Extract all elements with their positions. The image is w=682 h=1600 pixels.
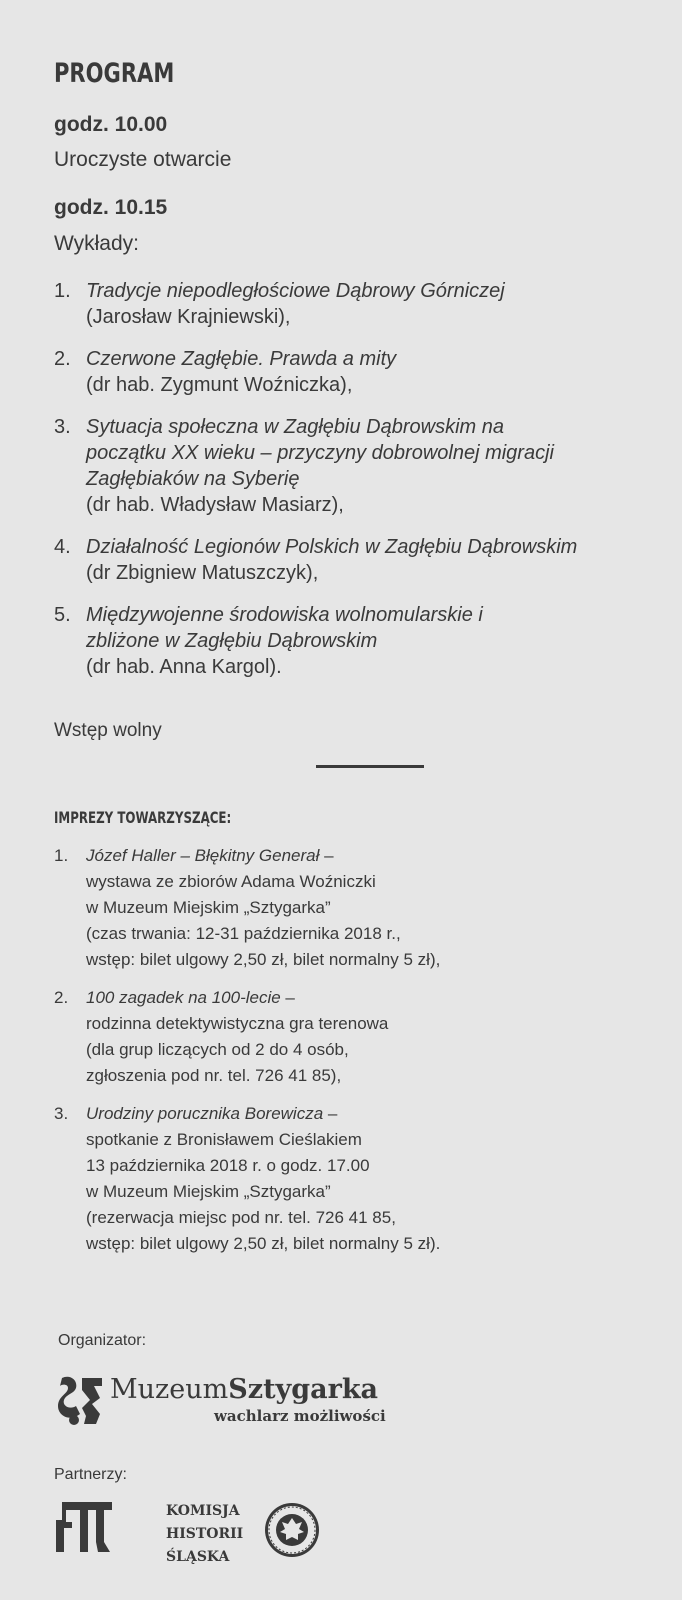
lecture-title: Czerwone Zagłębie. Prawda a mity	[86, 348, 397, 370]
slot-2-label: Wykłady:	[54, 232, 139, 255]
logo-tagline: wachlarz możliwości	[214, 1407, 386, 1425]
event-item	[54, 1101, 674, 1257]
event-detail: w Muzeum Miejskim „Sztygarka”	[86, 1182, 331, 1201]
event-number: 2.	[54, 988, 69, 1007]
lecture-title: Międzywojenne środowiska wolnomularskie i zbliżone w Zagłębiu Dąbrowskim	[86, 604, 483, 652]
event-detail: (dla grup liczących od 2 do 4 osób,	[86, 1040, 349, 1059]
event-title-dash: –	[280, 988, 295, 1007]
event-title-dash: –	[319, 846, 334, 865]
event-item	[54, 985, 674, 1089]
event-title: Urodziny porucznika Borewicza	[86, 1104, 324, 1123]
organizer-label: Organizator:	[58, 1332, 147, 1349]
academy-seal-icon	[264, 1502, 320, 1558]
event-detail: wystawa ze zbiorów Adama Woźniczki	[86, 872, 376, 891]
partners-label: Partnerzy:	[54, 1466, 127, 1483]
lecture-author: (dr hab. Anna Kargol).	[86, 656, 282, 678]
event-item	[54, 843, 674, 973]
lecture-number: 4.	[54, 536, 71, 558]
khs-line: KOMISJA	[166, 1503, 240, 1519]
event-detail: spotkanie z Bronisławem Cieślakiem	[86, 1130, 362, 1149]
khs-line: HISTORII	[166, 1526, 244, 1542]
lecture-title: Sytuacja społeczna w Zagłębiu Dąbrowskim na początku XX wieku – przyczyny dobrowolnej migracji Zagłębiaków na Syberię	[86, 416, 554, 490]
lecture-number: 5.	[54, 604, 71, 626]
entry-note: Wstęp wolny	[54, 720, 162, 741]
program-heading: PROGRAM	[54, 58, 175, 89]
lecture-title: Tradycje niepodległościowe Dąbrowy Górniczej	[86, 280, 505, 302]
logo-name-muzeum: Muzeum	[110, 1374, 229, 1405]
lecture-list	[54, 278, 674, 696]
event-title-dash: –	[323, 1104, 338, 1123]
lecture-item	[54, 602, 674, 680]
komisja-historii-slaska-logo	[166, 1500, 243, 1569]
event-detail: zgłoszenia pod nr. tel. 726 41 85),	[86, 1066, 342, 1085]
event-number: 1.	[54, 846, 69, 865]
lecture-author: (dr Zbigniew Matuszczyk),	[86, 562, 319, 584]
event-title: 100 zagadek na 100-lecie	[86, 988, 281, 1007]
time-slot-1: godz. 10.00	[54, 113, 168, 136]
event-detail: rodzinna detektywistyczna gra terenowa	[86, 1014, 389, 1033]
slot-1-label: Uroczyste otwarcie	[54, 148, 232, 171]
event-detail: 13 października 2018 r. o godz. 17.00	[86, 1156, 370, 1175]
lecture-item	[54, 534, 674, 586]
lecture-item	[54, 278, 674, 330]
lecture-item	[54, 346, 674, 398]
events-heading: IMPREZY TOWARZYSZĄCE:	[54, 808, 232, 827]
section-divider	[316, 765, 424, 768]
lecture-title: Działalność Legionów Polskich w Zagłębiu Dąbrowskim	[86, 536, 578, 558]
lecture-author: (Jarosław Krajniewski),	[86, 306, 291, 328]
event-detail: wstęp: bilet ulgowy 2,50 zł, bilet normalny 5 zł).	[86, 1234, 441, 1253]
lecture-number: 1.	[54, 280, 71, 302]
event-number: 3.	[54, 1104, 69, 1123]
lecture-item	[54, 414, 674, 518]
event-detail: wstęp: bilet ulgowy 2,50 zł, bilet normalny 5 zł),	[86, 950, 441, 969]
event-detail: (rezerwacja miejsc pod nr. tel. 726 41 85,	[86, 1208, 396, 1227]
lecture-number: 3.	[54, 416, 71, 438]
muzeum-sztygarka-logo	[56, 1374, 416, 1430]
event-title: Józef Haller – Błękitny Generał	[86, 846, 320, 865]
sztygarka-emblem-icon	[56, 1374, 106, 1428]
event-detail: w Muzeum Miejskim „Sztygarka”	[86, 898, 331, 917]
events-list	[54, 843, 674, 1269]
lecture-number: 2.	[54, 348, 71, 370]
event-detail: (czas trwania: 12-31 października 2018 r.,	[86, 924, 401, 943]
lecture-author: (dr hab. Władysław Masiarz),	[86, 494, 344, 516]
ptp-logo-icon	[54, 1502, 118, 1552]
time-slot-2: godz. 10.15	[54, 196, 168, 219]
khs-line: ŚLĄSKA	[166, 1549, 230, 1565]
lecture-author: (dr hab. Zygmunt Woźniczka),	[86, 374, 353, 396]
logo-name-sztygarka: Sztygarka	[228, 1374, 379, 1405]
